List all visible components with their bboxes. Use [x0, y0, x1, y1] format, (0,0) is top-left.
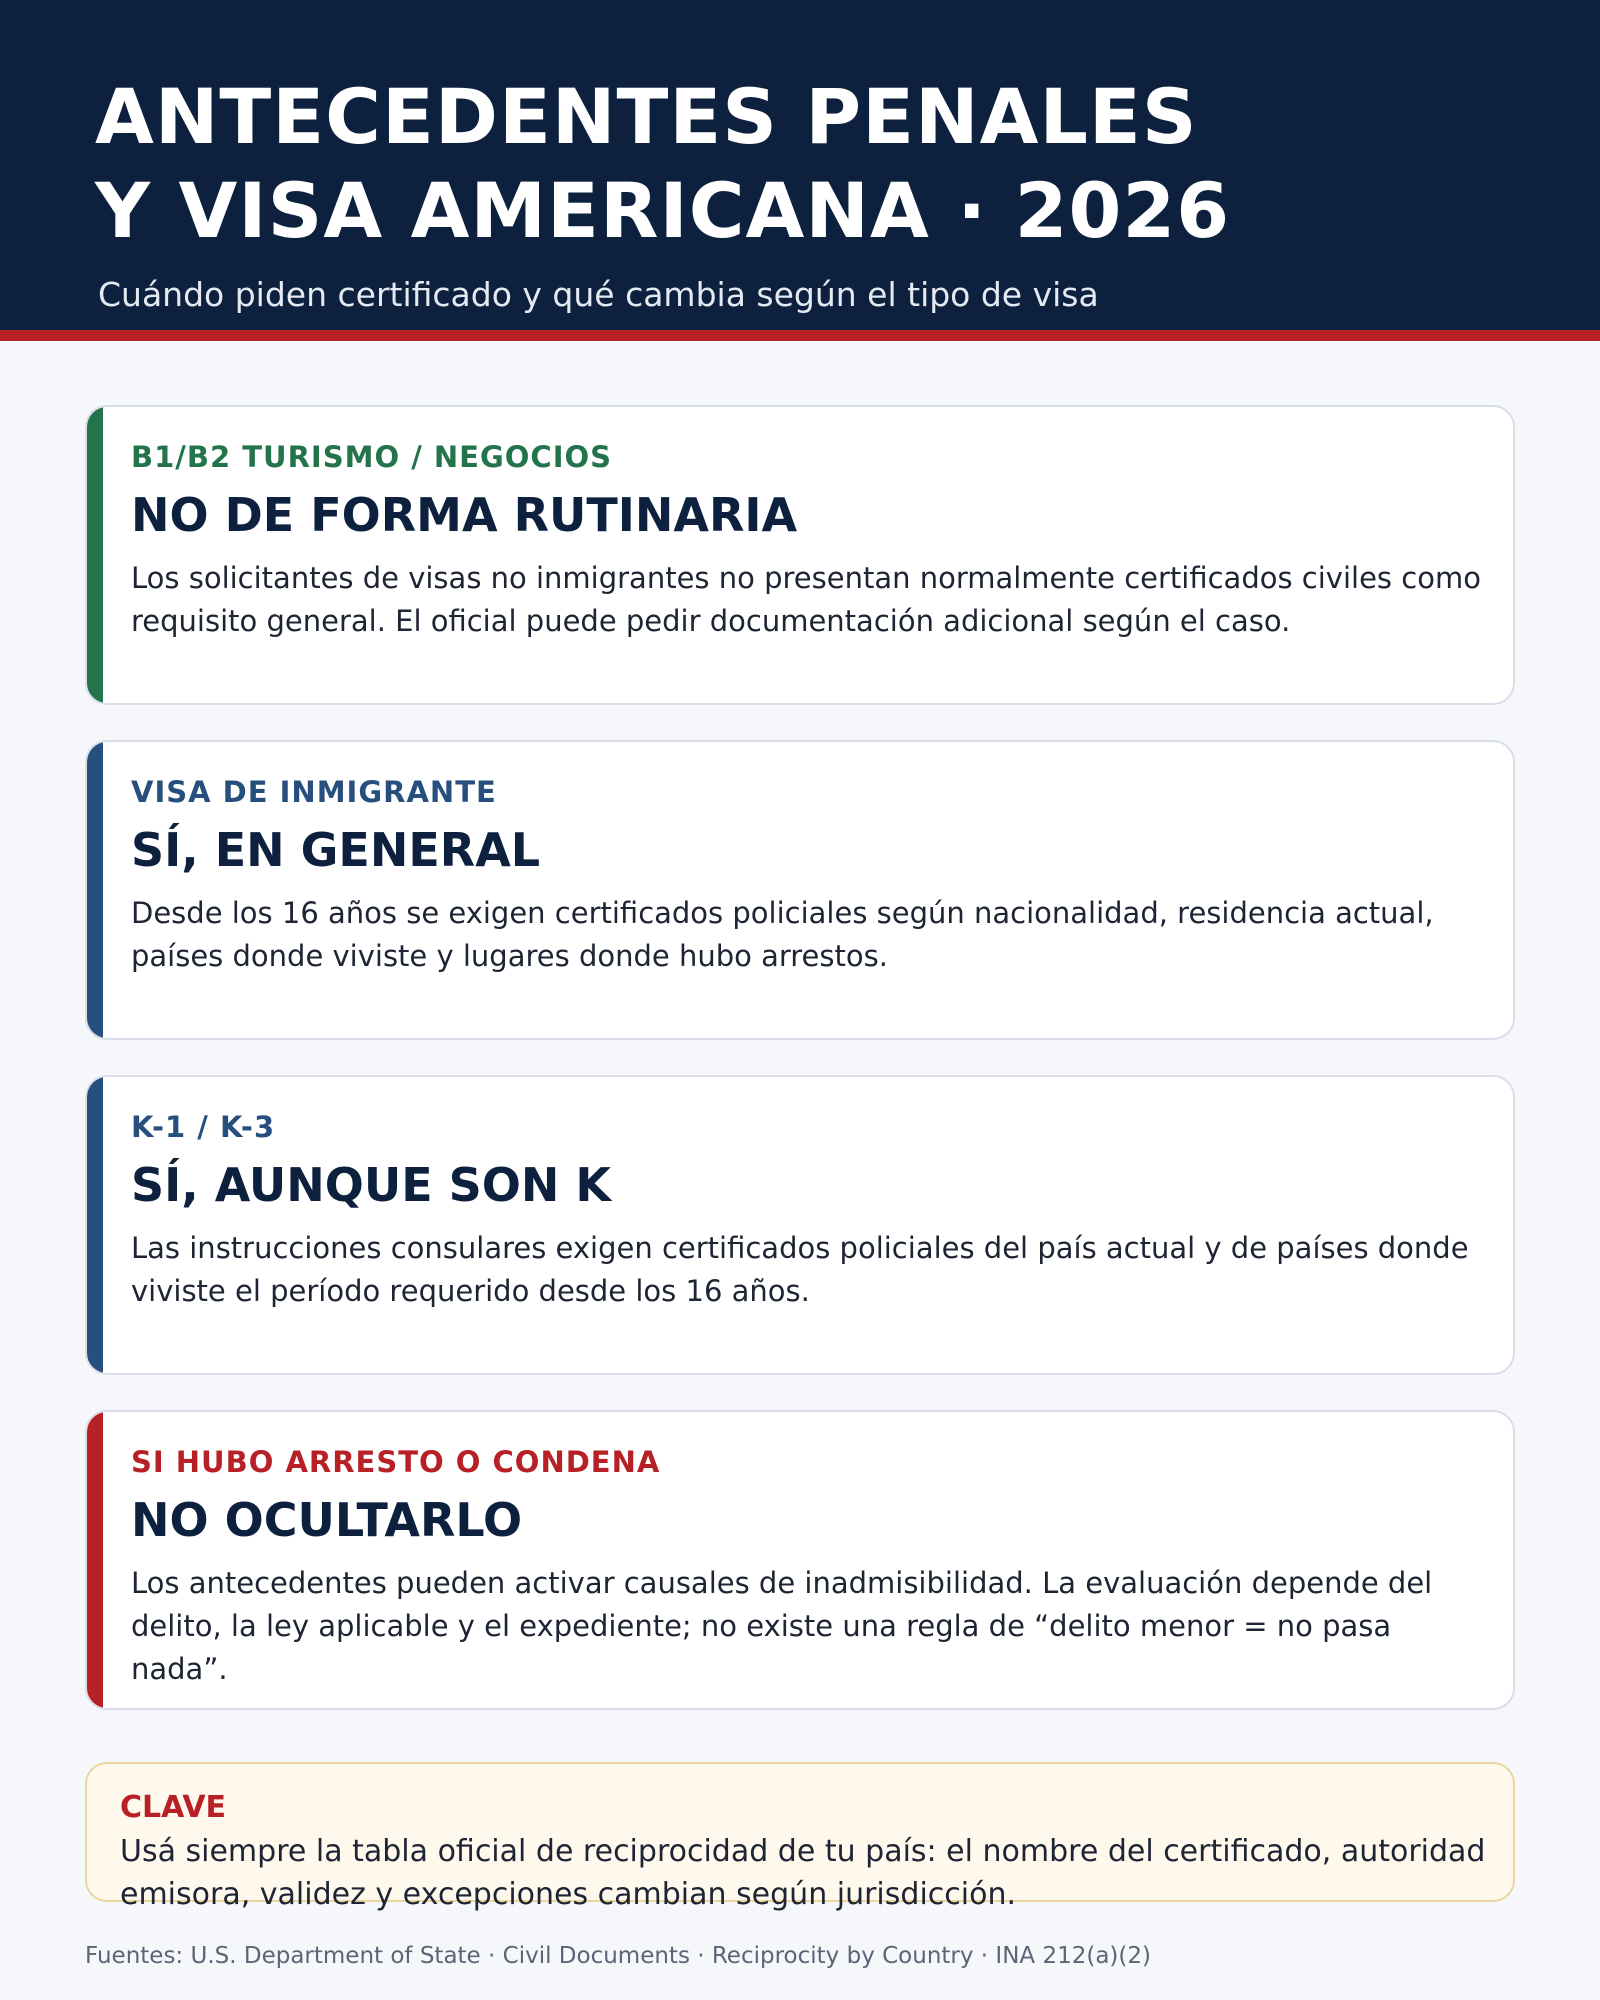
card-arrest-conviction [85, 1410, 1515, 1710]
card-body: Los antecedentes pueden activar causales de inadmisibilidad. La evaluación depende del delito, la ley aplicable y el expediente; no existe una regla de “delito menor = no pasa nada”. [131, 1566, 1433, 1686]
card-accent-bar [87, 742, 103, 1038]
sources-footer: Fuentes: U.S. Department of State · Civil Documents · Reciprocity by Country · INA 212(a)(2) [85, 1943, 1151, 1969]
key-note-box [85, 1762, 1515, 1912]
key-note-text: Usá siempre la tabla oficial de reciprocidad de tu país: el nombre del certificado, autoridad emisora, validez y excepciones cambian según jurisdicción. [120, 1834, 1486, 1912]
card-headline: NO DE FORMA RUTINARIA [131, 488, 798, 542]
card-kicker: B1/B2 TURISMO / NEGOCIOS [131, 440, 613, 474]
card-kicker: VISA DE INMIGRANTE [131, 775, 497, 809]
page-title [95, 70, 1515, 258]
key-note-label: CLAVE [120, 1790, 227, 1825]
title-line-2: Y VISA AMERICANA · 2026 [95, 166, 1231, 255]
card-body: Desde los 16 años se exigen certificados policiales según nacionalidad, residencia actual, países donde viviste y lugares donde hubo arrestos. [131, 896, 1434, 973]
title-line-1: ANTECEDENTES PENALES [95, 72, 1198, 161]
card-headline: SÍ, EN GENERAL [131, 823, 541, 877]
card-kicker: K-1 / K-3 [131, 1110, 276, 1144]
card-accent-bar [87, 407, 103, 703]
card-k1-k3 [85, 1075, 1515, 1375]
card-headline: NO OCULTARLO [131, 1493, 523, 1547]
header-banner [0, 0, 1600, 332]
card-body: Las instrucciones consulares exigen certificados policiales del país actual y de países donde viviste el período requerido desde los 16 años. [131, 1231, 1469, 1308]
card-kicker: SI HUBO ARRESTO O CONDENA [131, 1445, 661, 1479]
page-subtitle: Cuándo piden certificado y qué cambia según el tipo de visa [98, 275, 1099, 314]
card-immigrant-visa [85, 740, 1515, 1040]
card-accent-bar [87, 1077, 103, 1373]
header-divider [0, 330, 1600, 341]
card-b1b2 [85, 405, 1515, 705]
card-accent-bar [87, 1412, 103, 1708]
card-headline: SÍ, AUNQUE SON K [131, 1158, 612, 1212]
card-body: Los solicitantes de visas no inmigrantes no presentan normalmente certificados civiles como requisito general. El oficial puede pedir documentación adicional según el caso. [131, 561, 1481, 638]
